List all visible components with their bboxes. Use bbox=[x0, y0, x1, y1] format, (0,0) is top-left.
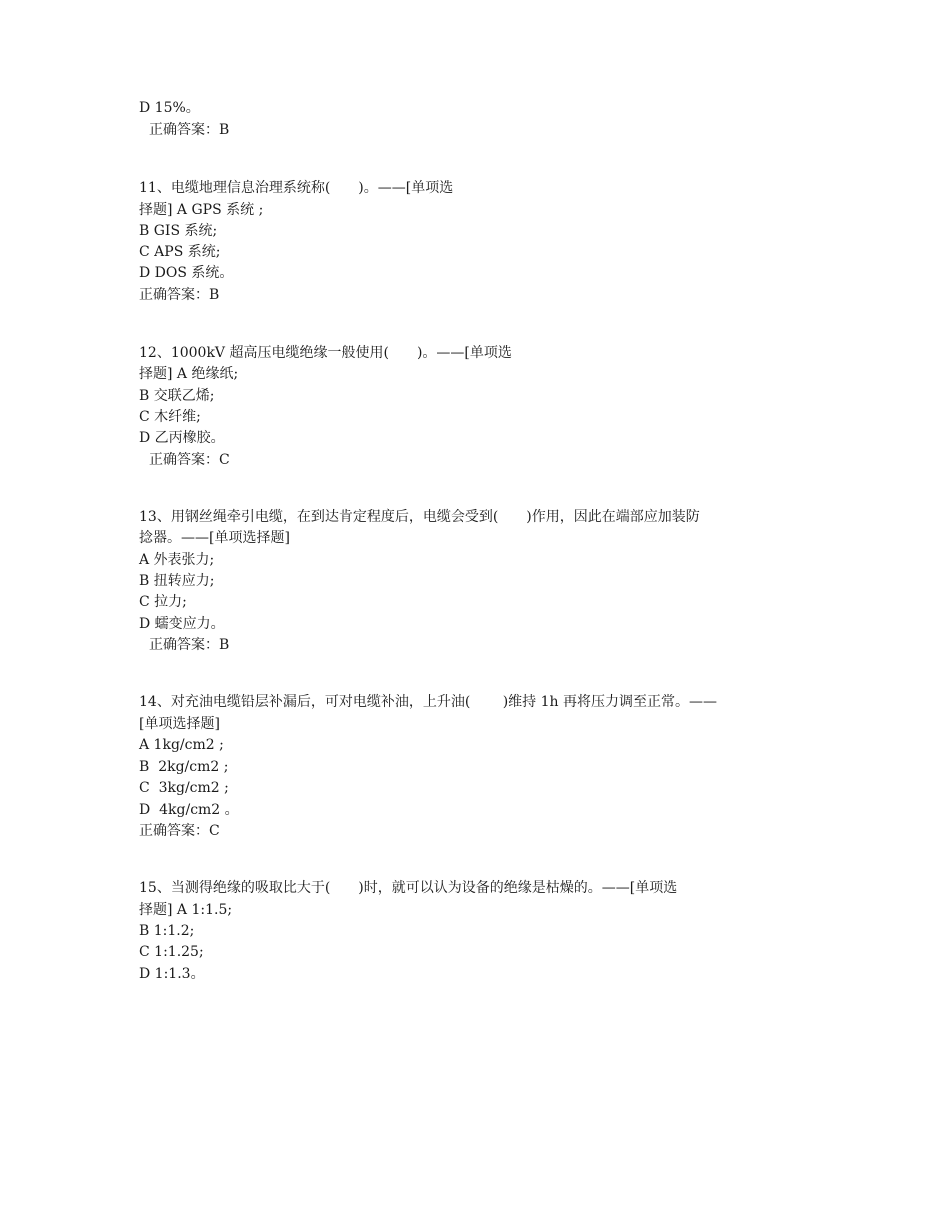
q12-option-c: C 木纤维; bbox=[139, 409, 201, 425]
q11-answer: 正确答案：B bbox=[139, 287, 220, 303]
q15-question-cont-option-a: 择题] A 1:1.5; bbox=[139, 902, 233, 918]
q11-option-c: C APS 系统; bbox=[139, 244, 221, 260]
q14-answer: 正确答案：C bbox=[139, 823, 220, 839]
q11-question: 11、电缆地理信息治理系统称( )。——[单项选 bbox=[139, 180, 454, 196]
q15-option-b: B 1:1.2; bbox=[139, 923, 195, 939]
q13-question: 13、用钢丝绳牵引电缆，在到达肯定程度后，电缆会受到( )作用，因此在端部应加装防 bbox=[139, 509, 700, 525]
q14-option-b: B 2kg/cm2 ; bbox=[139, 759, 229, 775]
q14-option-d: D 4kg/cm2 。 bbox=[139, 802, 239, 818]
q12-question-cont-option-a: 择题] A 绝缘纸; bbox=[139, 366, 239, 382]
q11-question-cont-option-a: 择题] A GPS 系统 ; bbox=[139, 202, 264, 218]
q12-question: 12、1000kV 超高压电缆绝缘一般使用( )。——[单项选 bbox=[139, 345, 512, 361]
q15-option-c: C 1:1.25; bbox=[139, 944, 204, 960]
q13-option-c: C 拉力; bbox=[139, 594, 187, 610]
q11-option-b: B GIS 系统; bbox=[139, 223, 218, 239]
q13-question-cont: 捻器。——[单项选择题] bbox=[139, 530, 290, 546]
q12-answer: 正确答案：C bbox=[149, 452, 230, 468]
q11-option-d: D DOS 系统。 bbox=[139, 265, 234, 281]
q14-question: 14、对充油电缆铅层补漏后，可对电缆补油，上升油( )维持 1h 再将压力调至正常。—— bbox=[139, 694, 718, 710]
q14-question-cont: [单项选择题] bbox=[139, 716, 220, 732]
q12-option-b: B 交联乙烯; bbox=[139, 388, 215, 404]
q14-option-a: A 1kg/cm2 ; bbox=[139, 737, 224, 753]
q13-option-a: A 外表张力; bbox=[139, 552, 215, 568]
q10-option-d: D 15%。 bbox=[139, 100, 200, 116]
q15-question: 15、当测得绝缘的吸取比大于( )时，就可以认为设备的绝缘是枯燥的。——[单项选 bbox=[139, 880, 678, 896]
q13-answer: 正确答案：B bbox=[149, 637, 230, 653]
q14-option-c: C 3kg/cm2 ; bbox=[139, 780, 229, 796]
q12-option-d: D 乙丙橡胶。 bbox=[139, 430, 225, 446]
q10-answer: 正确答案：B bbox=[149, 122, 230, 138]
q15-option-d: D 1:1.3。 bbox=[139, 966, 205, 982]
q13-option-d: D 蠕变应力。 bbox=[139, 616, 225, 632]
q13-option-b: B 扭转应力; bbox=[139, 573, 215, 589]
